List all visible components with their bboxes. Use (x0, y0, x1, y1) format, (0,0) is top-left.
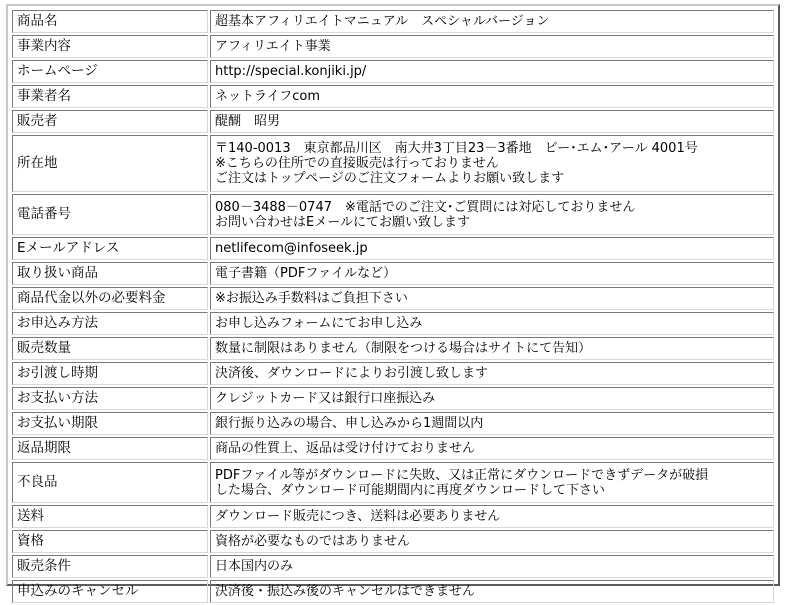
row-value (210, 555, 774, 578)
table-row (12, 437, 774, 460)
table-row (12, 237, 774, 260)
value-line: 日本国内のみ (215, 559, 294, 574)
row-label: 販売数量 (12, 337, 208, 360)
row-label: ホームページ (12, 60, 208, 83)
row-value (210, 387, 774, 410)
value-line: PDFファイル等がダウンロードに失敗、又は正常にダウンロードできずデータが破損 (215, 467, 709, 483)
value-line: アフィリエイト事業 (215, 39, 331, 54)
value-line: 数量に制限はありません（制限をつける場合はサイトにて告知） (215, 341, 592, 356)
value-line: 醍醐 昭男 (215, 114, 281, 129)
value-line: 商品の性質上、返品は受け付けておりません (215, 441, 476, 456)
value-line: 電子書籍（PDFファイルなど） (215, 266, 397, 281)
row-label: 返品期限 (12, 437, 208, 460)
row-label: 販売条件 (12, 555, 208, 578)
table-row (12, 194, 774, 235)
value-line: netlifecom@infoseek.jp (215, 241, 368, 256)
table-row (12, 555, 774, 578)
table-row (12, 10, 774, 33)
value-line: 〒140-0013 東京都品川区 南大井3丁目23－3番地 ビー･エム･アール 4001号 (215, 141, 698, 156)
email-link[interactable] (210, 237, 774, 260)
table-row (12, 60, 774, 83)
row-label: お引渡し時期 (12, 362, 208, 385)
row-label: 申込みのキャンセル (12, 580, 208, 603)
row-label: 商品名 (12, 10, 208, 33)
table-row (12, 580, 774, 603)
row-value (210, 85, 774, 108)
value-line: 決済後・振込み後のキャンセルはできません (215, 584, 476, 599)
value-line: 決済後、ダウンロードによりお引渡し致します (215, 366, 489, 381)
table-row (12, 135, 774, 192)
row-value (210, 580, 774, 603)
row-label: 不良品 (12, 462, 208, 503)
row-value (210, 135, 774, 192)
value-line: 資格が必要なものではありません (215, 534, 411, 549)
row-value (210, 312, 774, 335)
row-value (210, 337, 774, 360)
table-row (12, 110, 774, 133)
row-value (210, 262, 774, 285)
row-label: お支払い期限 (12, 412, 208, 435)
value-line: http://special.konjiki.jp/ (215, 64, 367, 79)
table-row (12, 337, 774, 360)
row-label: 所在地 (12, 135, 208, 192)
row-value (210, 505, 774, 528)
table-row (12, 85, 774, 108)
row-value (210, 362, 774, 385)
row-value (210, 287, 774, 310)
info-table-frame (6, 4, 780, 599)
row-value (210, 412, 774, 435)
table-row (12, 530, 774, 553)
row-value (210, 530, 774, 553)
row-label: Eメールアドレス (12, 237, 208, 260)
table-row (12, 362, 774, 385)
table-row (12, 312, 774, 335)
value-line: ご注文はトップページのご注文フォームよりお願い致します (215, 171, 565, 186)
value-line: 080－3488－0747 ※電話でのご注文･ご質問には対応しておりません (215, 199, 636, 215)
table-row (12, 387, 774, 410)
value-line: した場合、ダウンロード可能期間内に再度ダウンロードして下さい (215, 482, 606, 498)
row-label: お申込み方法 (12, 312, 208, 335)
row-label: 取り扱い商品 (12, 262, 208, 285)
row-value (210, 35, 774, 58)
row-value (210, 462, 774, 503)
row-label: 商品代金以外の必要料金 (12, 287, 208, 310)
row-value (210, 437, 774, 460)
business-info-table (10, 8, 776, 605)
value-line: クレジットカード又は銀行口座振込み (215, 391, 436, 406)
row-label: 販売者 (12, 110, 208, 133)
row-label: 事業内容 (12, 35, 208, 58)
row-label: 電話番号 (12, 194, 208, 235)
value-line: お申し込みフォームにてお申し込み (215, 316, 423, 331)
value-line: 銀行振り込みの場合、申し込みから1週間以内 (215, 416, 484, 431)
homepage-link[interactable] (210, 60, 774, 83)
table-row (12, 412, 774, 435)
table-row (12, 505, 774, 528)
table-row (12, 35, 774, 58)
row-value (210, 10, 774, 33)
value-line: ※お振込み手数料はご負担下さい (215, 291, 408, 306)
value-line: お問い合わせはEメールにてお願い致します (215, 214, 470, 230)
value-line: ※こちらの住所での直接販売は行っておりません (215, 156, 499, 171)
row-value (210, 194, 774, 235)
table-row (12, 287, 774, 310)
table-row (12, 462, 774, 503)
value-line: 超基本アフィリエイトマニュアル スペシャルバージョン (215, 14, 550, 29)
row-label: 送料 (12, 505, 208, 528)
value-line: ネットライフcom (215, 89, 320, 104)
row-value (210, 110, 774, 133)
row-label: お支払い方法 (12, 387, 208, 410)
row-label: 資格 (12, 530, 208, 553)
value-line: ダウンロード販売につき、送料は必要ありません (215, 509, 501, 524)
row-label: 事業者名 (12, 85, 208, 108)
table-row (12, 262, 774, 285)
